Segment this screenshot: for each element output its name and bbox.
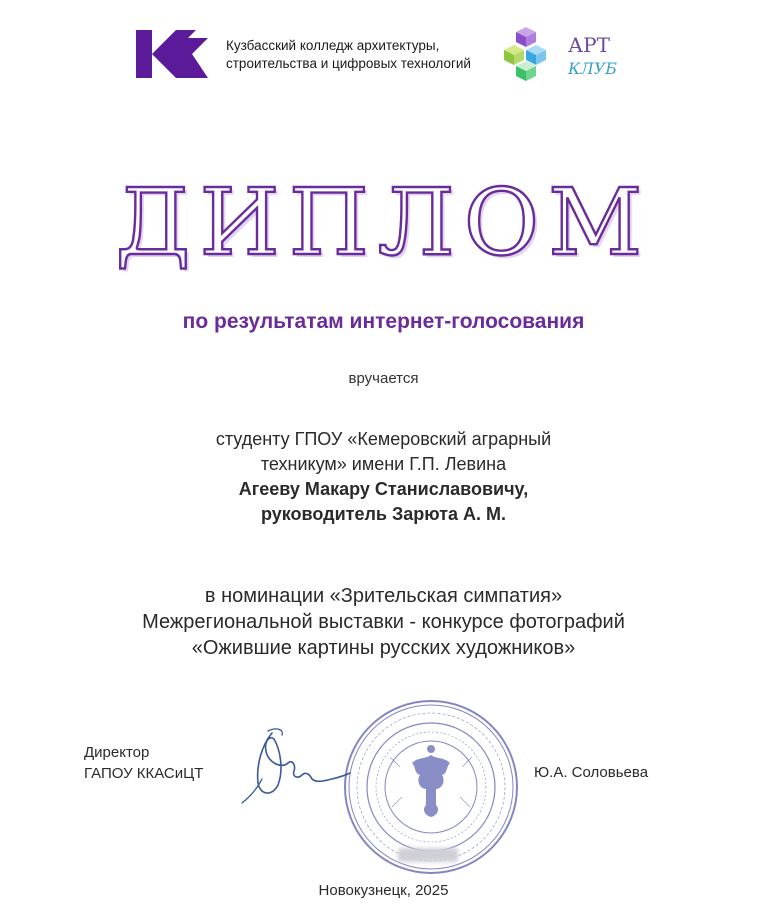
recipient-supervisor: руководитель Зарюта А. М. [261, 504, 506, 524]
college-name-line2: строительства и цифровых технологий [226, 56, 471, 71]
signer-name: Ю.А. Соловьева [534, 764, 649, 781]
diploma-title: ДИПЛОМ [115, 169, 652, 276]
recipient-block [0, 427, 767, 527]
college-name [226, 37, 496, 73]
director-position [84, 742, 203, 784]
handwritten-signature [232, 725, 352, 810]
director-position-line1: Директор [84, 744, 150, 761]
director-position-line2: ГАПОУ ККАСиЦТ [84, 765, 204, 782]
nomination-line1: в номинации «Зрительская симпатия» [204, 585, 563, 607]
recipient-name: Агееву Макару Станиславовичу, [238, 479, 529, 499]
awarded-text: вручается [348, 370, 419, 387]
college-logo-icon [136, 30, 208, 78]
college-name-line1: Кузбасский колледж архитектуры, [226, 38, 440, 53]
art-club-line1: АРТ [568, 33, 610, 57]
diploma-subtitle: по результатам интернет-голосования [182, 310, 585, 333]
nomination-block [0, 583, 767, 661]
recipient-line2: техникум» имени Г.П. Левина [260, 454, 507, 474]
redacted-patch [398, 848, 458, 862]
place-and-year: Новокузнецк, 2025 [318, 882, 449, 899]
art-club-logo-icon [502, 26, 620, 82]
art-club-line2: КЛУБ [568, 59, 618, 78]
nomination-line3: «Ожившие картины русских художников» [191, 637, 576, 659]
nomination-line2: Межрегиональной выставки - конкурсе фотографий [142, 611, 625, 633]
recipient-line1: студенту ГПОУ «Кемеровский аграрный [215, 429, 552, 449]
